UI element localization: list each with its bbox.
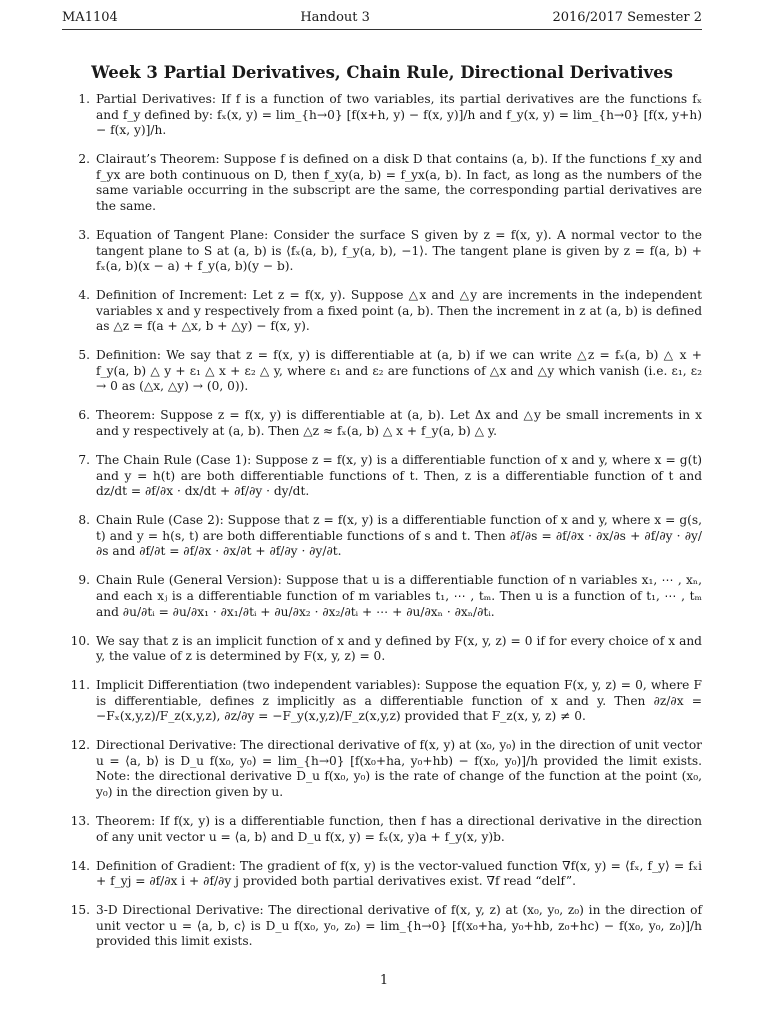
list-item: [62, 288, 702, 335]
item-number: 9.: [78, 573, 90, 588]
item-number: 5.: [78, 348, 90, 363]
course-code: MA1104: [62, 10, 118, 25]
item-text: Theorem: Suppose z = f(x, y) is differentiable at (a, b). Let Δx and △y be small increments in x and y respectively at (a, b). Then △z ≈ fₓ(a, b) △ x + f_y(a, b) △ y.: [96, 408, 702, 439]
page-title: Week 3 Partial Derivatives, Chain Rule, Directional Derivatives: [91, 63, 673, 82]
list-item: [62, 453, 702, 500]
list-item: [62, 152, 702, 214]
header-divider: [62, 29, 702, 30]
item-number: 7.: [78, 453, 90, 468]
list-item: [62, 634, 702, 665]
item-text: Theorem: If f(x, y) is a differentiable function, then f has a directional derivative in the direction of any unit vector u = ⟨a, b⟩ and D_u f(x, y) = fₓ(x, y)a + f_y(x, y)b.: [96, 814, 702, 844]
page-number: 1: [379, 973, 389, 988]
item-text: Definition of Increment: Let z = f(x, y). Suppose △x and △y are increments in the independent variables x and y respectively from a fixed point (a, b). Then the increment in z at (a, b) is defined as △z = f(a + △x, b + △y) − f(x, y).: [96, 288, 702, 334]
item-text: Definition of Gradient: The gradient of f(x, y) is the vector-valued function ∇f(x, y) = ⟨fₓ, f_y⟩ = fₓi + f_yj = ∂f/∂x i + ∂f/∂y j provided both partial derivatives exist. ∇f read “delf”.: [96, 858, 702, 889]
item-text: Definition: We say that z = f(x, y) is differentiable at (a, b) if we can write △z = fₓ(a, b) △ x + f_y(a, b) △ y + ε₁ △ x + ε₂ △ y, where ε₁ and ε₂ are functions of △x and △y which vanish (i.e. ε₁, ε₂ → 0 as (△x, △y) → (0, 0)).: [96, 348, 702, 394]
list-item: [62, 228, 702, 275]
item-number: 13.: [70, 814, 90, 829]
semester-label: 2016/2017 Semester 2: [552, 10, 702, 25]
list-item: [62, 513, 702, 560]
item-number: 4.: [78, 288, 90, 303]
list-item: [62, 678, 702, 725]
list-item: [62, 348, 702, 395]
list-item: [62, 573, 702, 620]
item-text: Implicit Differentiation (two independent variables): Suppose the equation F(x, y, z) = 0, where F is differentiable, defines z implicitly as a differentiable function of x and y. Then ∂z/∂x = −Fₓ(x,y,z)/F_z(x,y,z), ∂z/∂y = −F_y(x,y,z)/F_z(x,y,z) provided that F_z(x, y, z) ≠ 0.: [96, 678, 702, 724]
list-item: [62, 408, 702, 439]
item-text: We say that z is an implicit function of x and y defined by F(x, y, z) = 0 if for every choice of x and y, the value of z is determined by F(x, y, z) = 0.: [96, 633, 702, 664]
item-number: 2.: [78, 152, 90, 167]
page-header: [62, 10, 702, 26]
item-number: 10.: [70, 633, 90, 648]
list-item: [62, 903, 702, 950]
item-number: 14.: [70, 858, 90, 873]
item-text: 3-D Directional Derivative: The directional derivative of f(x, y, z) at (x₀, y₀, z₀) in the direction of unit vector u = ⟨a, b, c⟩ is D_u f(x₀, y₀, z₀) = lim_{h→0} [f(x₀+ha, y₀+hb, z₀+hc) − f(x₀, y₀, z₀)]/h provided this limit exists.: [96, 903, 702, 949]
item-text: Chain Rule (Case 2): Suppose that z = f(x, y) is a differentiable function of x and y, where x = g(s, t) and y = h(s, t) are both differentiable functions of s and t. Then ∂f/∂s = ∂f/∂x · ∂x/∂s + ∂f/∂y · ∂y/∂s and ∂f/∂t = ∂f/∂x · ∂x/∂t + ∂f/∂y · ∂y/∂t.: [96, 513, 702, 559]
item-text: Directional Derivative: The directional derivative of f(x, y) at (x₀, y₀) in the direction of unit vector u = ⟨a, b⟩ is D_u f(x₀, y₀) = lim_{h→0} [f(x₀+ha, y₀+hb) − f(x₀, y₀)]/h provided the limit exists. Note: the directional derivative D_u f(x₀, y₀) is the rate of change of the function at the point (x₀, y₀) in the direction given by u.: [96, 738, 702, 800]
item-number: 3.: [78, 227, 90, 242]
definitions-list: [62, 92, 702, 963]
item-number: 8.: [78, 513, 90, 528]
item-text: Clairaut’s Theorem: Suppose f is defined on a disk D that contains (a, b). If the functions f_xy and f_yx are both continuous on D, then f_xy(a, b) = f_yx(a, b). In fact, as long as the numbers of the same variable occurring in the subscript are the same, the corresponding partial derivatives are the same.: [96, 152, 702, 213]
item-text: Equation of Tangent Plane: Consider the surface S given by z = f(x, y). A normal vector to the tangent plane to S at (a, b) is ⟨fₓ(a, b), f_y(a, b), −1⟩. The tangent plane is given by z = f(a, b) + fₓ(a, b)(x − a) + f_y(a, b)(y − b).: [96, 227, 702, 274]
item-text: The Chain Rule (Case 1): Suppose z = f(x, y) is a differentiable function of x and y, where x = g(t) and y = h(t) are both differentiable functions of t. Then, z is a differentiable function of t and dz/dt = ∂f/∂x · dx/dt + ∂f/∂y · dy/dt.: [96, 453, 702, 499]
item-number: 11.: [70, 678, 90, 693]
list-item: [62, 814, 702, 845]
list-item: [62, 92, 702, 139]
item-number: 1.: [78, 92, 90, 106]
list-item: [62, 738, 702, 800]
item-number: 15.: [70, 903, 90, 918]
item-text: Chain Rule (General Version): Suppose that u is a differentiable function of n variables x₁, ⋯ , xₙ, and each xⱼ is a differentiable function of m variables t₁, ⋯ , tₘ. Then u is a function of t₁, ⋯ , tₘ and ∂u/∂tᵢ = ∂u/∂x₁ · ∂x₁/∂tᵢ + ∂u/∂x₂ · ∂x₂/∂tᵢ + ⋯ + ∂u/∂xₙ · ∂xₙ/∂tᵢ.: [96, 573, 702, 619]
item-text: Partial Derivatives: If f is a function of two variables, its partial derivatives are the functions fₓ and f_y defined by: fₓ(x, y) = lim_{h→0} [f(x+h, y) − f(x, y)]/h and f_y(x, y) = lim_{h→0} [f(x, y+h) − f(x, y)]/h.: [96, 92, 702, 138]
item-number: 12.: [70, 738, 90, 753]
item-number: 6.: [78, 408, 90, 423]
handout-label: Handout 3: [300, 10, 370, 25]
list-item: [62, 859, 702, 890]
